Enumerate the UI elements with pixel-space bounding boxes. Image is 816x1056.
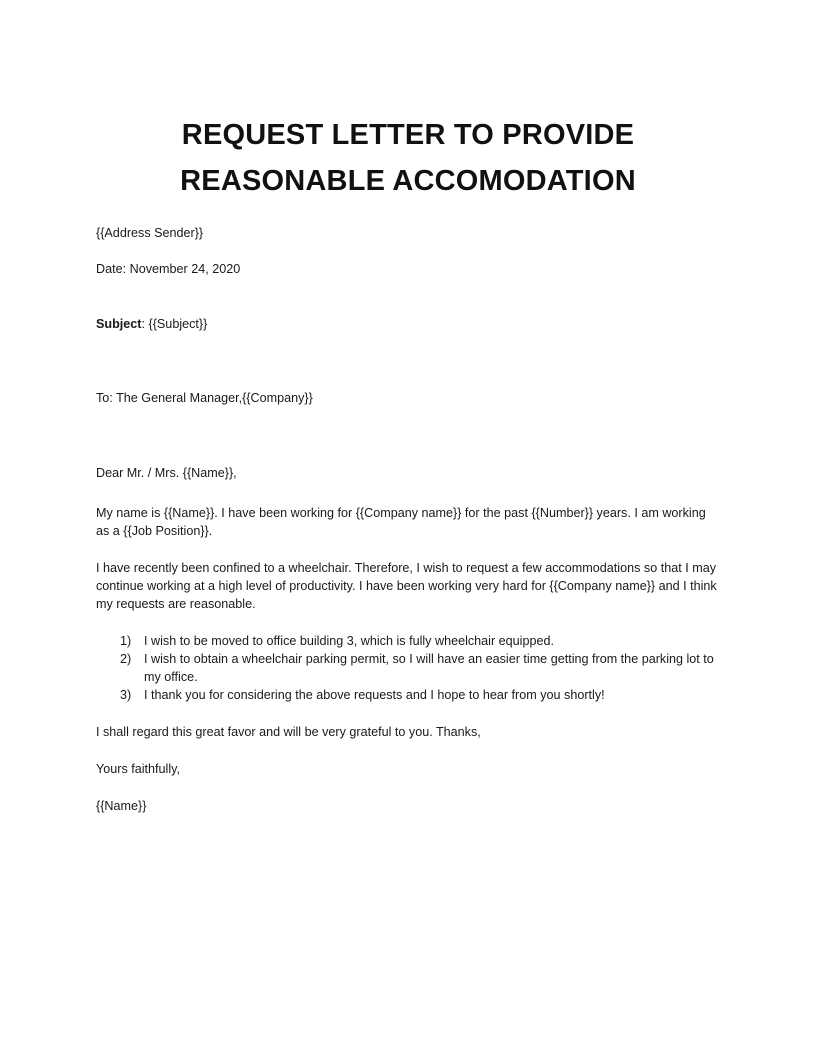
subject-value: : {{Subject}}	[141, 317, 208, 331]
list-item-text: I wish to obtain a wheelchair parking permit, so I will have an easier time getting from the parking lot to my office.	[144, 652, 714, 684]
title-line-2: REASONABLE ACCOMODATION	[180, 165, 636, 197]
list-item	[96, 632, 720, 650]
salutation: Dear Mr. / Mrs. {{Name}},	[96, 466, 237, 480]
list-item-number: 3)	[120, 688, 132, 702]
letter-date: Date: November 24, 2020	[96, 262, 241, 276]
subject-line	[96, 315, 207, 333]
subject-label: Subject	[96, 317, 142, 331]
signature-name: {{Name}}	[96, 799, 147, 813]
sender-address: {{Address Sender}}	[96, 226, 204, 240]
signoff: Yours faithfully,	[96, 762, 181, 776]
paragraph-intro: My name is {{Name}}. I have been working for {{Company name}} for the past {{Number}} years. I am working as a {{Job Position}}.	[96, 506, 706, 538]
list-item-text: I thank you for considering the above requests and I hope to hear from you shortly!	[144, 688, 605, 702]
list-item-text: I wish to be moved to office building 3, which is fully wheelchair equipped.	[144, 634, 554, 648]
list-item	[96, 686, 720, 704]
recipient-line: To: The General Manager,{{Company}}	[96, 391, 313, 405]
request-list	[96, 632, 720, 704]
list-item	[96, 650, 720, 686]
letter-title	[0, 112, 816, 204]
closing-line: I shall regard this great favor and will be very grateful to you. Thanks,	[96, 725, 481, 739]
list-item-number: 2)	[120, 652, 132, 666]
list-item-number: 1)	[120, 634, 132, 648]
title-line-1: REQUEST LETTER TO PROVIDE	[181, 119, 635, 151]
paragraph-request: I have recently been confined to a wheelchair. Therefore, I wish to request a few accommodations so that I may continue working at a high level of productivity. I have been working very hard for {{Company name}} and I think my requests are reasonable.	[96, 561, 717, 611]
